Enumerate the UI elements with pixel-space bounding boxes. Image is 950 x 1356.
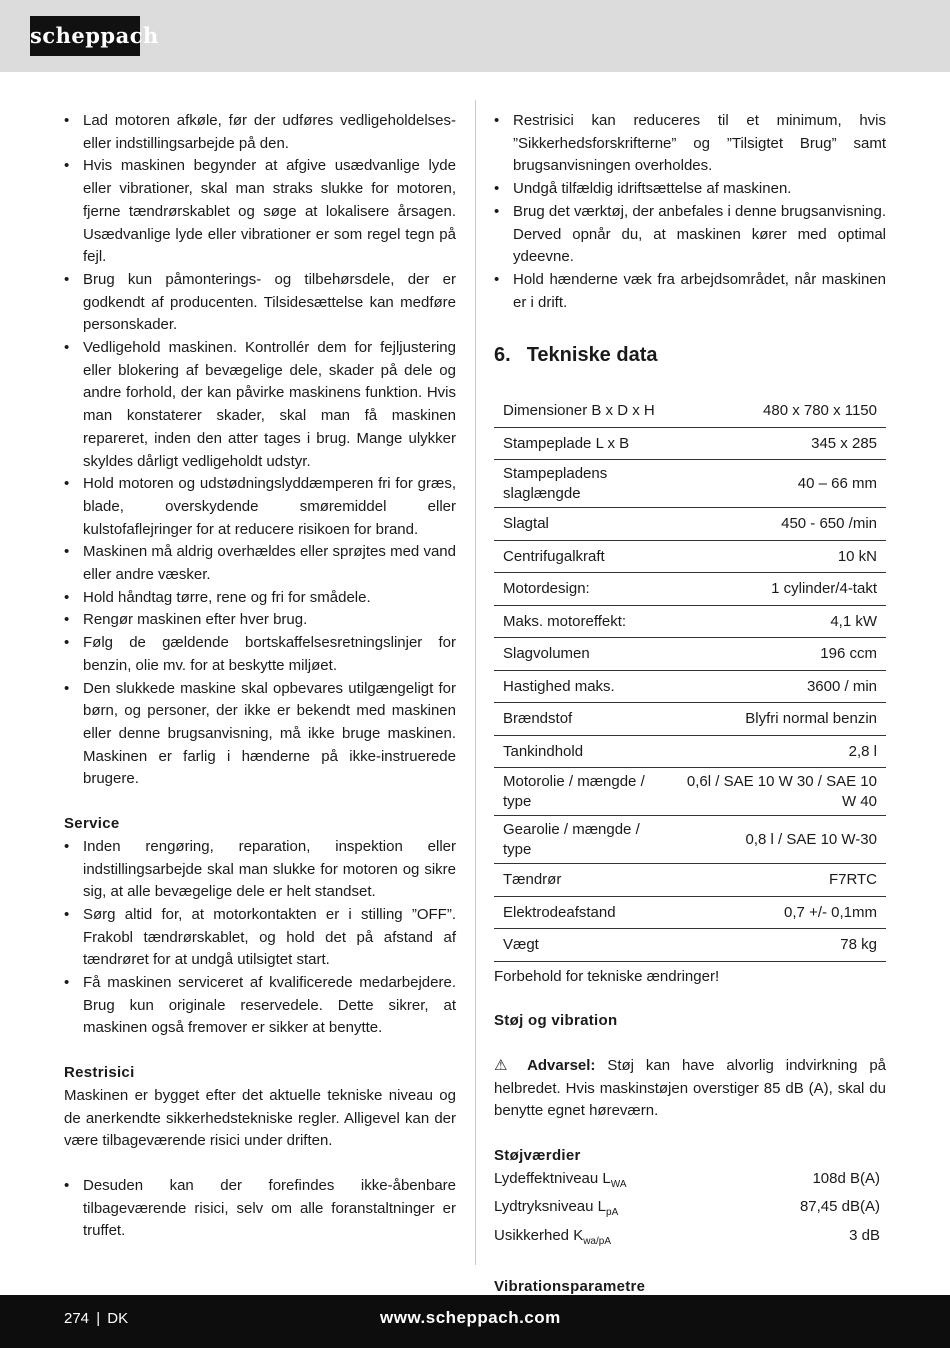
warning-paragraph (494, 1055, 886, 1123)
spec-note: Forbehold for tekniske ændringer! (494, 967, 720, 985)
spec-row (494, 508, 886, 541)
list-item: • Vedligehold maskinen. Kontrollér dem for fejljustering eller blokering af bevægelige dele, skader på dele og andre forhold, der kan påvirke maskinens funktion. Hvis man konstaterer skader, skal man få maskinen repareret, inden den atter tages i brug. Mange ulykker skyldes dårligt vedligeholdt udstyr. (64, 337, 456, 473)
spec-label: Stampeplade L x B (494, 427, 671, 460)
brand-logo: scheppach (30, 16, 140, 56)
noise-values-heading: Støjværdier (494, 1147, 581, 1165)
spec-row (494, 605, 886, 638)
noise-heading: Støj og vibration (494, 1012, 618, 1030)
value-label-text: Lydeffektniveau L (494, 1169, 611, 1187)
spec-label: Slagtal (494, 508, 671, 541)
language-code: DK (107, 1310, 129, 1327)
spec-label: Tændrør (494, 864, 671, 897)
warning-triangle-icon: ⚠ (494, 1056, 516, 1074)
list-item: • Brug kun påmonterings- og tilbehørsdele, der er godkendt af producenten. Tilsidesættelse kan medføre personskader. (64, 269, 456, 337)
list-item: • Hold motoren og udstødningslyddæmperen fri for græs, blade, overskydende smøremiddel eller kulstofaflejringer for at reducere risikoen for brand. (64, 473, 456, 541)
value-number: 87,45 dB(A) (799, 1198, 880, 1216)
page-separator: | (96, 1310, 101, 1327)
spec-label: Motordesign: (494, 573, 671, 606)
spec-row (494, 427, 886, 460)
spec-label: Hastighed maks. (494, 670, 671, 703)
spec-label: Slagvolumen (494, 638, 671, 671)
spec-row (494, 703, 886, 736)
value-label (494, 1168, 627, 1197)
restrisici-heading: Restrisici (64, 1064, 135, 1082)
spec-label: Elektrodeafstand (494, 896, 671, 929)
section-number: 6. (494, 344, 511, 367)
value-label (494, 1225, 611, 1254)
spec-row (494, 670, 886, 703)
list-item: • Restrisici kan reduceres til et minimum, hvis ”Sikkerhedsforskrifterne” og ”Tilsigtet Brug” samt brugsanvisningen overholdes. (494, 110, 886, 178)
residual-risk-list (494, 110, 886, 314)
spec-value: 40 – 66 mm (671, 460, 886, 508)
spec-row (494, 638, 886, 671)
spec-row (494, 460, 886, 508)
value-label (494, 1196, 618, 1225)
list-item: • Desuden kan der forefindes ikke-åbenbare tilbageværende risici, selv om alle foranstaltninger er truffet. (64, 1175, 456, 1243)
spec-value: 2,8 l (671, 735, 886, 768)
spec-row (494, 929, 886, 962)
value-label-subscript: pA (606, 1207, 619, 1219)
list-item: • Brug det værktøj, der anbefales i denne brugsanvisning. Derved opnår du, at maskinen kører med optimal ydeevne. (494, 201, 886, 269)
service-heading: Service (64, 815, 120, 833)
spec-value: 450 - 650 /min (671, 508, 886, 541)
spec-label: Dimensioner B x D x H (494, 395, 671, 427)
spec-row (494, 573, 886, 606)
spec-label: Gearolie / mængde / type (494, 816, 671, 864)
page-number: 274 (64, 1310, 90, 1327)
value-row (494, 1168, 886, 1197)
value-row (494, 1196, 886, 1225)
spec-label: Tankindhold (494, 735, 671, 768)
service-list (64, 836, 456, 1040)
list-item: • Den slukkede maskine skal opbevares utilgængeligt for børn, og personer, der ikke er bekendt med maskinen eller denne brugsanvisning, må ikke bruge maskinen. Maskinen er farlig i hænderne på ikke-instruerede brugere. (64, 678, 456, 792)
spec-label: Vægt (494, 929, 671, 962)
spec-value: 196 ccm (671, 638, 886, 671)
spec-row (494, 896, 886, 929)
spec-row (494, 540, 886, 573)
value-number: 3 dB (849, 1227, 880, 1245)
spec-row (494, 395, 886, 427)
section-heading (494, 344, 886, 367)
right-column (494, 110, 886, 1356)
value-number: 108d B(A) (812, 1169, 880, 1187)
list-item: • Inden rengøring, reparation, inspektion eller indstillingsarbejde skal man slukke for motoren og sikre sig, at alle bevægelige dele er helt standset. (64, 836, 456, 904)
footer-bar (0, 1295, 950, 1348)
vibration-heading: Vibrationsparametre (494, 1277, 646, 1295)
list-item: • Følg de gældende bortskaffelsesretningslinjer for benzin, olie mv. for at beskytte miljøet. (64, 632, 456, 677)
spec-value: 0,8 l / SAE 10 W-30 (671, 816, 886, 864)
list-item: • Rengør maskinen efter hver brug. (64, 609, 456, 632)
spec-value: F7RTC (671, 864, 886, 897)
spec-label: Brændstof (494, 703, 671, 736)
list-item: • Undgå tilfældig idriftsættelse af maskinen. (494, 178, 886, 201)
maintenance-list (64, 110, 456, 791)
page-indicator (64, 1310, 128, 1327)
section-title: Tekniske data (526, 344, 658, 367)
warning-text: Støj kan have alvorlig indvirkning på helbredet. Hvis maskinstøjen overstiger 85 dB (A), skal du benytte egnet høreværn. (494, 1056, 887, 1120)
spec-row (494, 864, 886, 897)
spec-label: Stampepladens slaglængde (494, 460, 671, 508)
spec-table (494, 395, 886, 962)
list-item: • Lad motoren afkøle, før der udføres vedligeholdelses- eller indstillingsarbejde på den. (64, 110, 456, 155)
list-item: • Få maskinen serviceret af kvalificerede medarbejdere. Brug kun originale reservedele. Dette sikrer, at maskinen også fremover er sikker at benytte. (64, 972, 456, 1040)
restrisici-text: Maskinen er bygget efter det aktuelle tekniske niveau og de anerkendte sikkerhedstekniske regler. Alligevel kan der være tilbageværende risici under driften. (64, 1086, 456, 1150)
spec-value: 345 x 285 (671, 427, 886, 460)
spec-value: 1 cylinder/4-takt (671, 573, 886, 606)
spec-value: 4,1 kW (671, 605, 886, 638)
spec-label: Maks. motoreffekt: (494, 605, 671, 638)
spec-value: 480 x 780 x 1150 (671, 395, 886, 427)
restrisici-list (64, 1175, 456, 1243)
value-label-subscript: WA (610, 1178, 627, 1190)
website-link[interactable]: www.scheppach.com (380, 1308, 561, 1327)
list-item: • Maskinen må aldrig overhældes eller sprøjtes med vand eller andre væsker. (64, 541, 456, 586)
value-label-text: Lydtryksniveau L (494, 1198, 607, 1216)
list-item: • Hold håndtag tørre, rene og fri for smådele. (64, 587, 456, 610)
spec-value: 3600 / min (671, 670, 886, 703)
value-label-subscript: wa/pA (583, 1236, 611, 1248)
list-item: • Sørg altid for, at motorkontakten er i stilling ”OFF”. Frakobl tændrørskablet, og hold det på afstand af tændrøret for at undgå utilsigtet start. (64, 904, 456, 972)
value-row (494, 1225, 886, 1254)
value-label-text: Usikkerhed K (494, 1227, 584, 1245)
spec-label: Centrifugalkraft (494, 540, 671, 573)
spec-value: 78 kg (671, 929, 886, 962)
spec-value: 10 kN (671, 540, 886, 573)
spec-row (494, 768, 886, 816)
warning-label: Advarsel: (527, 1056, 596, 1074)
spec-value: Blyfri normal benzin (671, 703, 886, 736)
list-item: • Hvis maskinen begynder at afgive usædvanlige lyde eller vibrationer, skal man straks slukke for motoren, fjerne tændrørskablet og søge at lokalisere årsagen. Usædvanlige lyde eller vibrationer er som regel tegn på fejl. (64, 155, 456, 269)
noise-values (494, 1168, 886, 1254)
spec-value: 0,7 +/- 0,1mm (671, 896, 886, 929)
left-column (64, 110, 456, 1243)
header-bar (0, 0, 950, 72)
spec-value: 0,6l / SAE 10 W 30 / SAE 10 W 40 (671, 768, 886, 816)
spec-row (494, 735, 886, 768)
spec-label: Motorolie / mængde / type (494, 768, 671, 816)
column-divider (475, 100, 476, 1265)
spec-row (494, 816, 886, 864)
list-item: • Hold hænderne væk fra arbejdsområdet, når maskinen er i drift. (494, 269, 886, 314)
